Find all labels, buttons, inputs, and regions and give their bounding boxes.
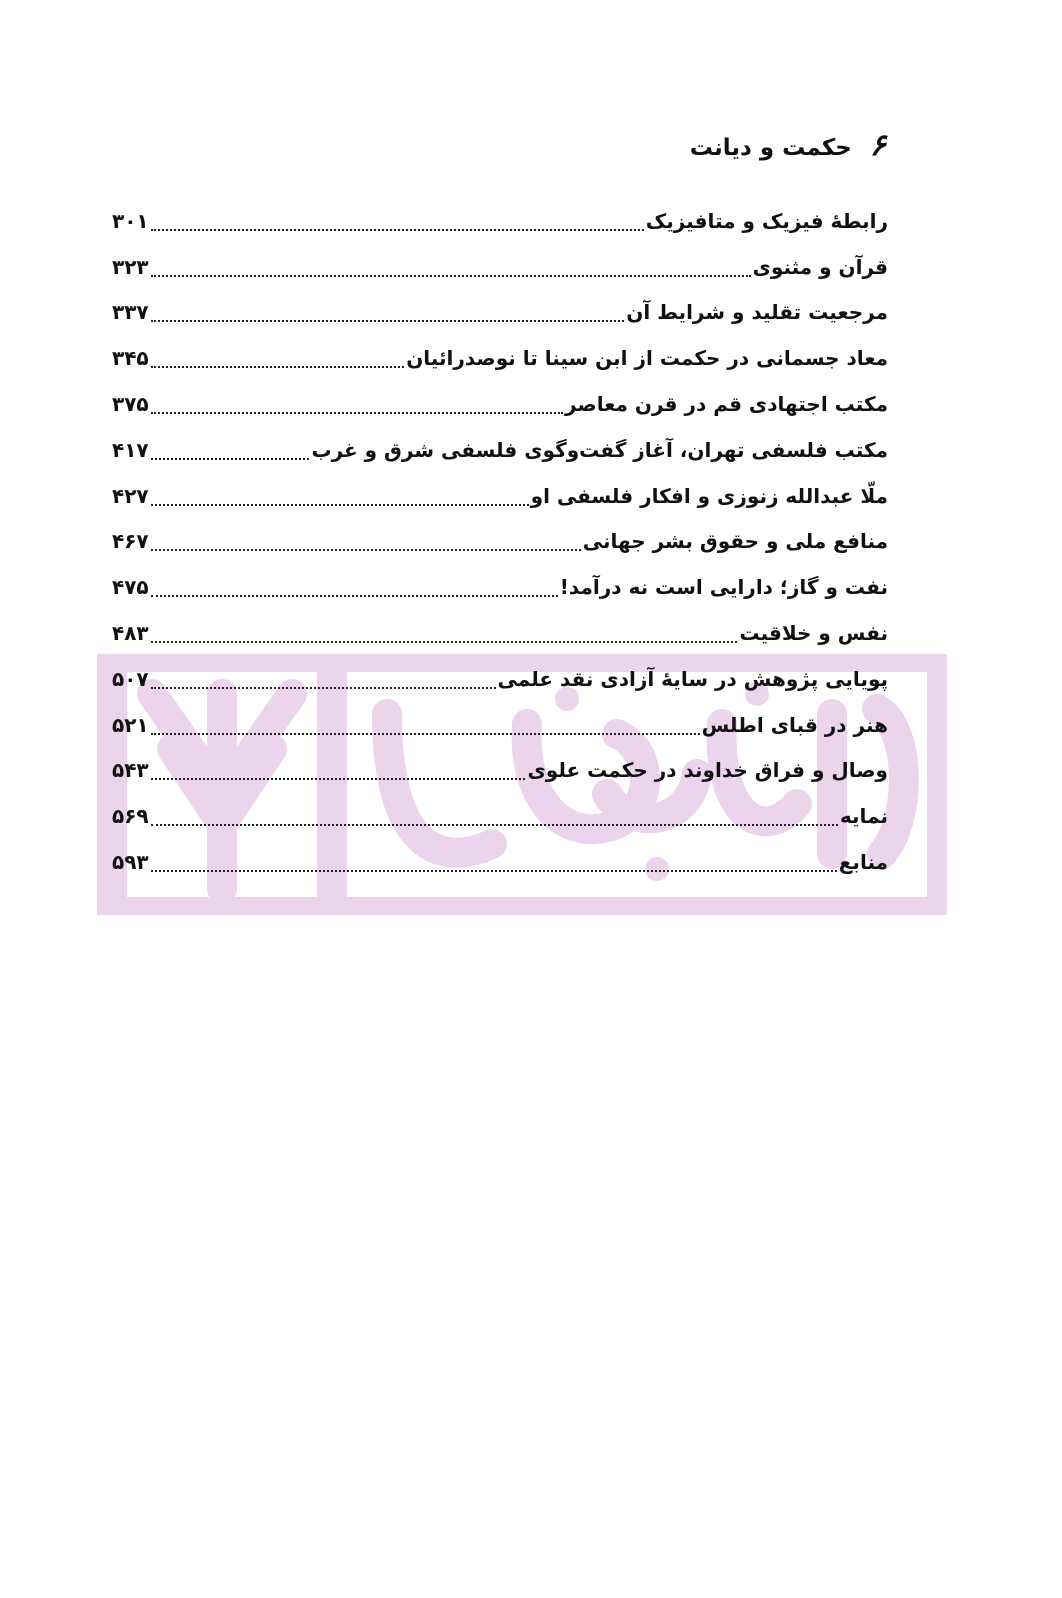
- dot-leader: [151, 412, 563, 414]
- toc-entry-title: نفس و خلاقیت: [739, 621, 888, 646]
- dot-leader: [151, 824, 838, 826]
- toc-entry-title: نفت و گاز؛ دارایی است نه درآمد!: [559, 575, 888, 600]
- page-number: ۶: [869, 128, 886, 163]
- toc-entry-page: ۵۹۳: [112, 850, 149, 875]
- toc-entry-title: پویایی پژوهش در سایۀ آزادی نقد علمی: [497, 666, 888, 691]
- dot-leader: [151, 366, 405, 368]
- dot-leader: [151, 458, 310, 460]
- dot-leader: [151, 229, 644, 231]
- toc-entry-title: منافع ملی و حقوق بشر جهانی: [582, 529, 888, 554]
- toc-entry-page: ۴۲۷: [112, 483, 149, 508]
- toc-entry: [112, 198, 888, 244]
- dot-leader: [151, 687, 496, 689]
- toc-entry: [112, 748, 888, 794]
- toc-entry-title: رابطۀ فیزیک و متافیزیک: [645, 208, 888, 233]
- toc-entry-title: منابع: [838, 850, 888, 875]
- toc-entry-title: معاد جسمانی در حکمت از ابن سینا تا نوصدرائیان: [406, 346, 888, 371]
- dot-leader: [151, 504, 529, 506]
- toc-entry: [112, 793, 888, 839]
- toc-entry: [112, 702, 888, 748]
- toc-entry-page: ۵۶۹: [112, 804, 149, 829]
- dot-leader: [151, 595, 558, 597]
- toc-entry: [112, 656, 888, 702]
- toc-entry-page: ۴۱۷: [112, 437, 149, 462]
- toc-entry-title: ملّا عبدالله زنوزی و افکار فلسفی او: [530, 483, 888, 508]
- toc-entry: [112, 290, 888, 336]
- toc-entry-page: ۴۸۳: [112, 621, 149, 646]
- toc-entry: [112, 610, 888, 656]
- toc-entry: [112, 473, 888, 519]
- toc-entry-title: مکتب فلسفی تهران، آغاز گفت‌وگوی فلسفی شرق و غرب: [311, 437, 888, 462]
- toc-entry-page: ۳۰۱: [112, 208, 149, 233]
- toc-entry: [112, 335, 888, 381]
- toc-entry: [112, 427, 888, 473]
- dot-leader: [151, 641, 738, 643]
- toc-entry-page: ۵۴۳: [112, 758, 149, 783]
- toc-entry: [112, 564, 888, 610]
- dot-leader: [151, 320, 625, 322]
- toc-entry: [112, 839, 888, 885]
- toc-entry-title: نمایه: [839, 804, 888, 829]
- toc-entry-title: مرجعیت تقلید و شرایط آن: [626, 300, 888, 325]
- dot-leader: [151, 549, 581, 551]
- toc-entry: [112, 381, 888, 427]
- dot-leader: [151, 733, 700, 735]
- page-header: [690, 128, 886, 163]
- toc-entry-title: وصال و فراق خداوند در حکمت علوی: [527, 758, 888, 783]
- running-title: حکمت و دیانت: [689, 135, 852, 161]
- toc-entry-title: مکتب اجتهادی قم در قرن معاصر: [564, 392, 888, 417]
- toc-entry-title: هنر در قبای اطلس: [701, 712, 888, 737]
- toc-entry-page: ۳۲۳: [112, 254, 149, 279]
- dot-leader: [151, 870, 837, 872]
- toc-entry-page: ۴۶۷: [112, 529, 149, 554]
- dot-leader: [151, 778, 526, 780]
- toc-entry-page: ۵۲۱: [112, 712, 149, 737]
- table-of-contents: [112, 198, 888, 885]
- toc-entry-page: ۳۷۵: [112, 392, 149, 417]
- toc-entry-page: ۳۳۷: [112, 300, 149, 325]
- toc-entry-page: ۳۴۵: [112, 346, 149, 371]
- toc-entry-page: ۴۷۵: [112, 575, 149, 600]
- toc-entry: [112, 519, 888, 565]
- dot-leader: [151, 275, 751, 277]
- toc-entry-page: ۵۰۷: [112, 666, 149, 691]
- toc-entry-title: قرآن و مثنوی: [752, 254, 888, 279]
- toc-entry: [112, 244, 888, 290]
